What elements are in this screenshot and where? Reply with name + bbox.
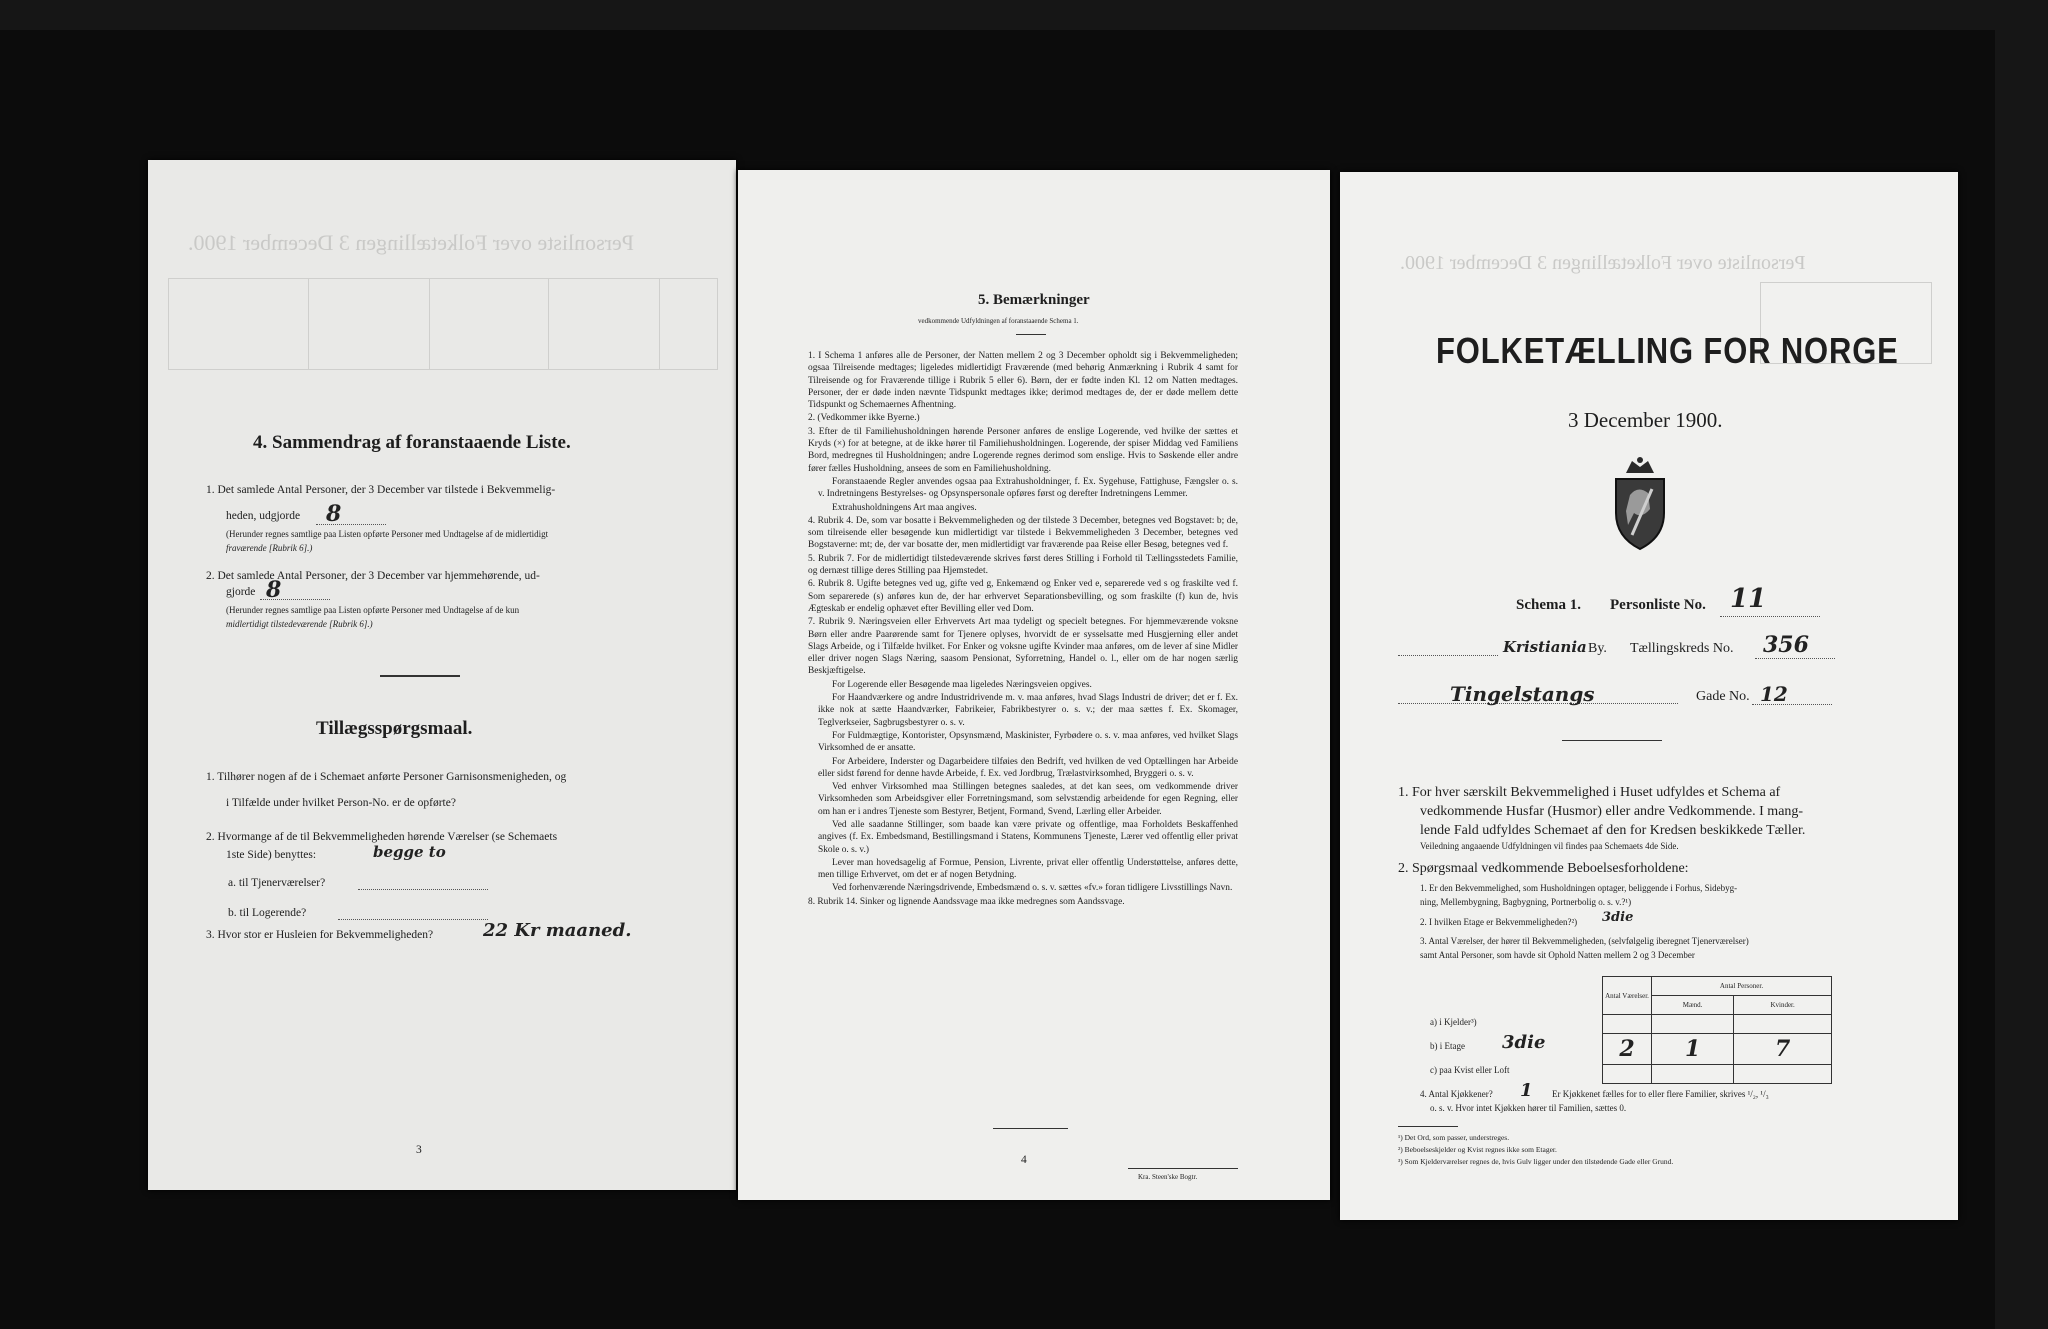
table-row: [1603, 1015, 1832, 1034]
main-title: FOLKETÆLLING FOR NORGE: [1436, 330, 1899, 371]
q1-answer: 8: [326, 501, 342, 527]
remark-paragraph: 8. Rubrik 14. Sinker og lignende Aandssvage maa ikke medregnes som Aandssvage.: [808, 896, 1125, 907]
remark-paragraph: For Haandværkere og andre Industridrivende m. v. maa anføres, hvad Slags Industri de driver; det er f. Ex. ikke nok at sætte Haandværker, Fabrikeier, Fabrikbestyrer o. s. v.; der maa sættes f. Ex. Skomager, Teglverkseier, Sagbrugsbestyrer o. s. v.: [818, 693, 1238, 728]
remark-paragraph: Ved forhenværende Næringsdrivende, Embedsmænd o. s. v. sættes «fv.» foran tidligere Livsstillings Navn.: [832, 883, 1233, 894]
table-row: [1603, 1065, 1832, 1084]
printer-mark: Kra. Steen'ske Bogtr.: [1138, 1173, 1198, 1181]
ornament-divider: [1562, 740, 1662, 741]
page-number: 4: [1021, 1154, 1027, 1166]
remark-paragraph: 6. Rubrik 8. Ugifte betegnes ved ug, gifte ved g, Enkemænd og Enker ved e, separerede ved s og fraskilte ved f. Som separerede (s) anføres kun de, der har erhvervet Separationsbevilling, og som fraskilte (f) kun de, hvis Ægteskab er endelig ophævet efter Bevilling eller ved Dom.: [808, 579, 1238, 614]
section-4-title: 4. Sammendrag af foranstaaende Liste.: [253, 432, 571, 453]
right-page: Personliste over Folketællingen 3 December 1900. FOLKETÆLLING FOR NORGE 3 December 1900. Schema 1. Personliste No. 11 Kristiania By. Tællingskreds No. 356 Tingelstangs Gade No. 12 1. For hver særskilt Bekvemmelighed i Huset udfyldes et Schema af vedkommende Husfar (Husmor) eller andre Vedkommende. I mang- lende Fald udfyldes Schemaet af den for Kredsen beskikkede Tæller. Veiledning angaaende Udfyldningen vil findes paa Schemaets 4de Side. 2. Spørgsmaal vedkommende Beboelsesforholdene: 1. Er den Bekvemmelighed, som Husholdningen optager, beliggende i Forhus, Sidebyg- ning, Mellembygning, Bagbygning, Portnerbolig o. s. v.?¹) 2. I hvilken Etage er Bekvemmeligheden?²) 3die 3. Antal Værelser, der hører til Bekvemmeligheden, (selvfølgelig iberegnet Tjenerværelser) samt Antal Personer, som havde sit Ophold Natten mellem 2 og 3 December Antal Værelser. Antal Personer. Mænd. Kvinder. 2 1 7 a) i Kjelder³) b) i Etage 3die c) paa Kvist eller Loft 4. Antal Kjøkkener? 1 Er Kjøkkenet fælles for to eller flere Familier, skrives ¹/₂, ¹/₃ o. s. v. Hvor intet Kjøkken hører til Familien, sættes 0. ¹) Det Ord, som passer, understreges. ²) Beboelseskjelder og Kvist regnes ikke som Etager. ³) Som Kjelderværelser regnes de, hvis Gulv ligger under den tilstødende Gade eller Grund.: [1340, 172, 1958, 1220]
remark-paragraph: 3. Efter de til Familiehusholdningen hørende Personer anføres de enslige Logerende, ved hvilke der sættes et Kryds (×) for at betegne, at de ikke hører til Familiehusholdningen. Logerende, der spiser Middag ved Familiens Bord, medregnes til Husholdningen; andre Logerende regnes derimod som enslige. Hvis to Søskende eller andre fører fælles Husholdning, ansees de som en Familiehusholdning.: [808, 426, 1238, 474]
remark-paragraph: For Arbeidere, Inderster og Dagarbeidere tilføies den Bedrift, ved hvilken de ved Optællingen har Arbeide eller sidst førend for denne havde Arbeide, f. Ex. ved Jordbrug, Trælastvirksomhed, Bryggeri o. s. v.: [818, 756, 1238, 779]
remark-paragraph: 1. I Schema 1 anføres alle de Personer, der Natten mellem 2 og 3 December opholdt sig i Bekvemmeligheden; ogsaa Tilreisende medtages; ligeledes midlertidigt Fraværende (med behørig Anmærkning i Rubrik 4 samt for Tilreisende og for Fraværende tillige i Rubrik 5 eller 6). Børn, der er fødte inden Kl. 12 om Natten medtages. Personer, der er døde inden nævnte Tidspunkt medtages ikke; derimod medtages de, der er døde mellem dette Tidspunkt og Schemaernes Afhentning.: [808, 351, 1238, 411]
page-number: 3: [416, 1144, 422, 1156]
rent-answer: 22 Kr maaned.: [483, 920, 632, 941]
remark-paragraph: Ved alle saadanne Stillinger, som baade kan være private og offentlige, maa Forholdets Beskaffenhed angives (f. Ex. Embedsmand, Bestillingsmand i Statens, Kommunens Tjeneste, Lærer ved offentlig eller privat Skole o. s. v.): [818, 819, 1238, 855]
divider: [380, 675, 460, 677]
remark-paragraph: Extrahusholdningens Art maa angives.: [832, 502, 977, 513]
extra-questions-title: Tillægsspørgsmaal.: [316, 718, 473, 739]
remark-paragraph: 5. Rubrik 7. For de midlertidigt tilstedeværende skrives først deres Stilling i Forhold til Tællingsstedets Familie, og dernæst tillige deres Stilling paa Hjemstedet.: [808, 553, 1238, 577]
remarks-title: 5. Bemærkninger: [978, 292, 1090, 308]
city-name: Kristiania: [1503, 638, 1587, 656]
remarks-body: [808, 350, 1238, 1118]
floor-answer: 3die: [1602, 910, 1634, 925]
street-name: Tingelstangs: [1450, 682, 1595, 706]
left-page: Personliste over Folketællingen 3 December 1900. 4. Sammendrag af foranstaaende Liste. 1. Det samlede Antal Personer, der 3 December var tilstede i Bekvemmelig- heden, udgjorde 8 (Herunder regnes samtlige paa Listen opførte Personer med Undtagelse af de midlertidigt fraværende [Rubrik 6].) 2. Det samlede Antal Personer, der 3 December var hjemmehørende, ud- gjorde 8 (Herunder regnes samtlige paa Listen opførte Personer med Undtagelse af de kun midlertidigt tilstedeværende [Rubrik 6].) Tillægsspørgsmaal. 1. Tilhører nogen af de i Schemaet anførte Personer Garnisonsmenigheden, og i Tilfælde under hvilket Person-No. er de opførte? 2. Hvormange af de til Bekvemmeligheden hørende Værelser (se Schemaets 1ste Side) benyttes: begge to a. til Tjenerværelser? b. til Logerende? 3. Hvor stor er Husleien for Bekvemmeligheden? 22 Kr maaned. 3: [148, 160, 736, 1190]
remarks-subtitle: vedkommende Udfyldningen af foranstaaende Schema 1.: [918, 317, 1079, 325]
remark-paragraph: Lever man hovedsagelig af Formue, Pension, Livrente, privat eller offentlig Understøttelse, anføres dette, men tillige Erhvervet, om det er af nogen Betydning.: [818, 857, 1238, 881]
film-strip-top: [0, 0, 2048, 30]
q2-answer: 8: [266, 577, 282, 603]
occupancy-table: Antal Værelser. Antal Personer. Mænd. Kvinder. 2 1 7: [1602, 976, 1832, 1084]
remark-paragraph: For Fuldmægtige, Kontorister, Opsynsmænd, Maskinister, Fyrbødere o. s. v. maa anføres, ved hvilket Slags Virksomhed de er ansatte.: [818, 730, 1238, 754]
rooms-answer: begge to: [373, 843, 446, 861]
film-strip-right: [1995, 0, 2048, 1329]
kreds-number: 356: [1763, 632, 1809, 658]
table-row: 2 1 7: [1603, 1034, 1832, 1065]
middle-page: [738, 170, 1330, 1200]
remark-paragraph: For Logerende eller Besøgende maa ligeledes Næringsveien opgives.: [832, 679, 1092, 690]
remark-paragraph: 7. Rubrik 9. Næringsveien eller Erhvervets Art maa tydeligt og specielt betegnes. For hjemmeværende voksne Børn eller andre Paarørende samt for Tjenere oplyses, hvorvidt de er sysselsatte med Husgjerning eller andet Slags Arbeide, og i Tilfælde hvilket. For Enker og voksne ugifte Kvinder maa anføres, om de lever af sine Midler eller driver nogen Slags Næring, saasom Pensionat, Syforretning, Handel o. l., eller om de har nogen særlig Beskjæftigelse.: [808, 617, 1238, 677]
remark-paragraph: Ved enhver Virksomhed maa Stillingen betegnes saaledes, at det kan sees, om vedkommende driver Virksomheden som Arbeidsgiver eller Forretningsmand, som selvstændig arbeidende for egen Regning, eller om han er i andres Tjeneste som Bestyrer, Betjent, Formand, Svend, Lærling eller Arbeider.: [818, 782, 1238, 817]
coat-of-arms-icon: [1608, 455, 1672, 551]
gade-number: 12: [1760, 682, 1788, 706]
kitchen-answer: 1: [1520, 1080, 1533, 1101]
bleed-through-title: Personliste over Folketællingen 3 December 1900.: [188, 230, 635, 255]
remark-paragraph: 4. Rubrik 4. De, som var bosatte i Bekvemmeligheden og der tilstede 3 December, betegnes ved Bogstavet: b; de, som tilreisende eller besøgende kun midlertidigt var tilstede i Bekvemmeligheden 3 December, betegnes ved Bogstaverne: mt; de, der var bosatte der, men midlertidigt var fraværende paa Reise eller Besøg, betegnes ved f.: [808, 515, 1238, 551]
census-date: 3 December 1900.: [1568, 408, 1723, 432]
remark-paragraph: Foranstaaende Regler anvendes ogsaa paa Extrahusholdninger, f. Ex. Sygehuse, Fattighuse, Fængsler o. s. v. Indretningens Bestyrelses- og Opsynspersonale opføres først og derefter Indretningens Lemmer.: [818, 476, 1238, 500]
personliste-number: 11: [1730, 584, 1767, 614]
remark-paragraph: 2. (Vedkommer ikke Byerne.): [808, 413, 920, 424]
